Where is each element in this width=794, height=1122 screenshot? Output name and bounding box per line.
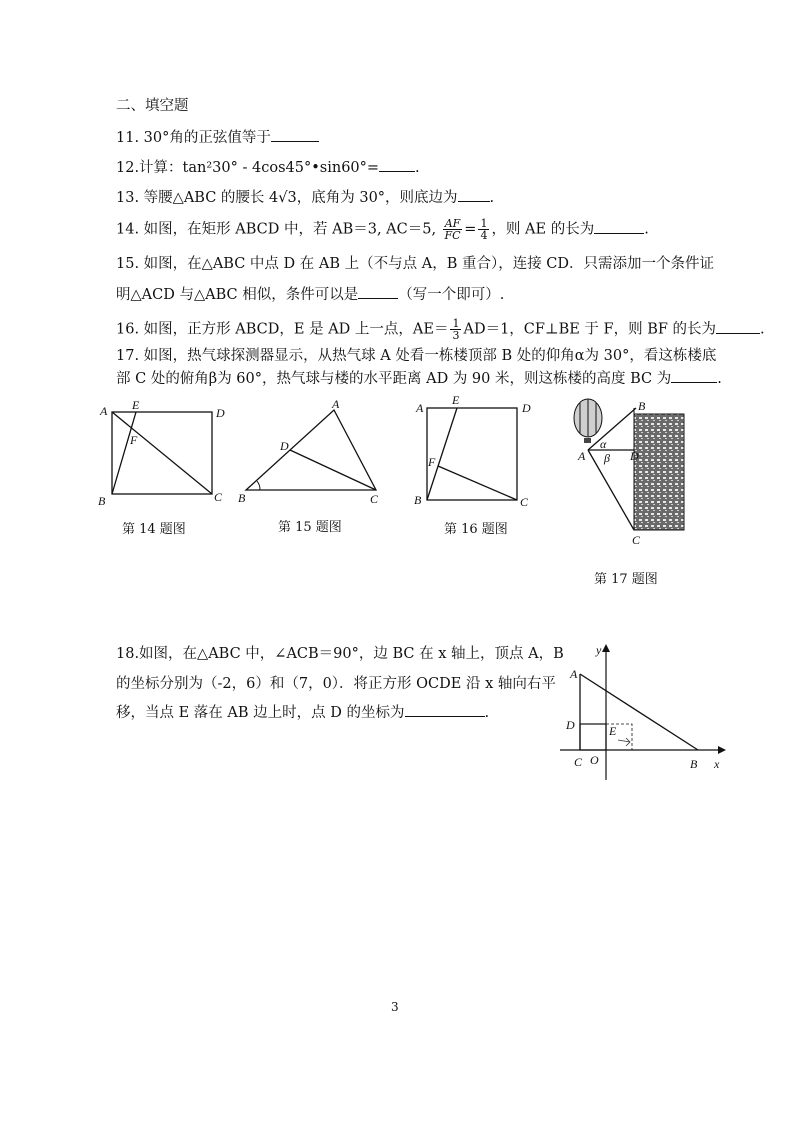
building [634,414,684,530]
label-d: D [522,401,531,415]
square-abcd [427,408,517,500]
label-c: C [214,490,223,504]
question-12: 12.计算：tan²30° - 4cos45°•sin60°= . [116,157,420,178]
shift-arrow [618,738,630,746]
answer-blank[interactable] [405,702,485,717]
segment-ac [112,412,212,494]
question-13: 13. 等腰△ABC 的腰长 4√3，底角为 30°，则底边为 . [116,187,494,208]
fraction-one-third: $\frac{1}{3}$ [452,317,460,342]
answer-blank[interactable] [716,319,760,334]
label-d: D [216,406,225,420]
answer-blank[interactable] [379,157,415,172]
label-c: C [632,533,641,547]
answer-blank[interactable] [594,219,644,234]
y-axis-arrow [602,644,610,652]
figure-17 [560,398,690,558]
section-title: 二、填空题 [116,98,189,114]
segment-cf [438,466,517,500]
label-e: E [452,393,460,407]
label-beta: β [604,451,610,465]
question-15-line1: 15. 如图，在△ABC 中点 D 在 AB 上（不与点 A，B 重合），连接 CD．只需添加一个条件证 [116,256,715,272]
figure-14 [96,398,226,510]
segment-be [112,412,136,494]
question-17-line2: 部 C 处的俯角β为 60°，热气球与楼的水平距离 AD 为 90 米，则这栋楼的高度 BC 为 . [116,368,722,389]
figure-15 [236,398,386,510]
answer-blank[interactable] [458,187,490,202]
label-o: O [590,753,599,767]
triangle-abc [246,410,376,490]
figure-18 [560,640,730,780]
segment-cd [290,450,376,490]
label-a: A [332,397,340,411]
figure-16 [412,393,536,512]
label-b: B [238,491,246,505]
caption-17: 第 17 题图 [594,572,658,587]
question-11: 11. 30°角的正弦值等于 [116,127,319,148]
answer-blank[interactable] [271,127,319,142]
label-d: D [566,718,575,732]
label-e: E [609,724,617,738]
answer-blank[interactable] [358,284,398,299]
caption-14: 第 14 题图 [122,522,186,537]
balloon-basket [584,438,591,443]
label-alpha: α [600,437,607,451]
label-f: F [428,455,436,469]
fraction-af-fc: $\frac{AF}{FC}$ [444,217,461,242]
label-a: A [578,449,586,463]
question-18-line3: 移，当点 E 落在 AB 边上时，点 D 的坐标为 . [116,702,489,723]
label-a: A [570,667,578,681]
question-14: 14. 如图，在矩形 ABCD 中，若 AB＝3, AC＝5, $\frac{AF}{FC}$ = $\frac{1}{4}$ ，则 AE 的长为 . [116,217,649,242]
label-y: y [596,643,602,657]
label-b: B [638,399,646,413]
question-17-line1: 17. 如图，热气球探测器显示，从热气球 A 处看一栋楼顶部 B 处的仰角α为 30°，看这栋楼底 [116,348,717,364]
fraction-one-quarter: $\frac{1}{4}$ [480,217,488,242]
question-15-line2: 明△ACD 与△ABC 相似，条件可以是 （写一个即可）. [116,284,504,305]
label-b: B [414,493,422,507]
sight-line-ac [588,450,634,530]
label-c: C [520,495,529,509]
square-ocde [580,724,606,750]
question-18-line1: 18.如图，在△ABC 中，∠ACB＝90°，边 BC 在 x 轴上，顶点 A，B [116,646,564,662]
label-c: C [574,755,583,769]
caption-15: 第 15 题图 [278,520,342,535]
x-axis-arrow [718,746,726,754]
question-18-line2: 的坐标分别为（-2，6）和（7，0）．将正方形 OCDE 沿 x 轴向右平 [116,676,556,692]
label-f: F [130,433,138,447]
segment-be [427,408,457,500]
caption-16: 第 16 题图 [444,522,508,537]
label-a: A [416,401,424,415]
label-a: A [100,404,108,418]
page-number: 3 [391,1000,399,1014]
label-d: D [630,449,639,463]
angle-mark-b [257,481,260,490]
question-16: 16. 如图，正方形 ABCD，E 是 AD 上一点，AE＝ $\frac{1}{3}$ AD＝1，CF⊥BE 于 F，则 BF 的长为 . [116,317,765,342]
segment-ab [580,674,698,750]
label-d: D [280,439,289,453]
label-c: C [370,492,379,506]
label-x: x [714,757,720,771]
answer-blank[interactable] [671,368,717,383]
label-b: B [690,757,698,771]
label-b: B [98,494,106,508]
label-e: E [132,398,140,412]
